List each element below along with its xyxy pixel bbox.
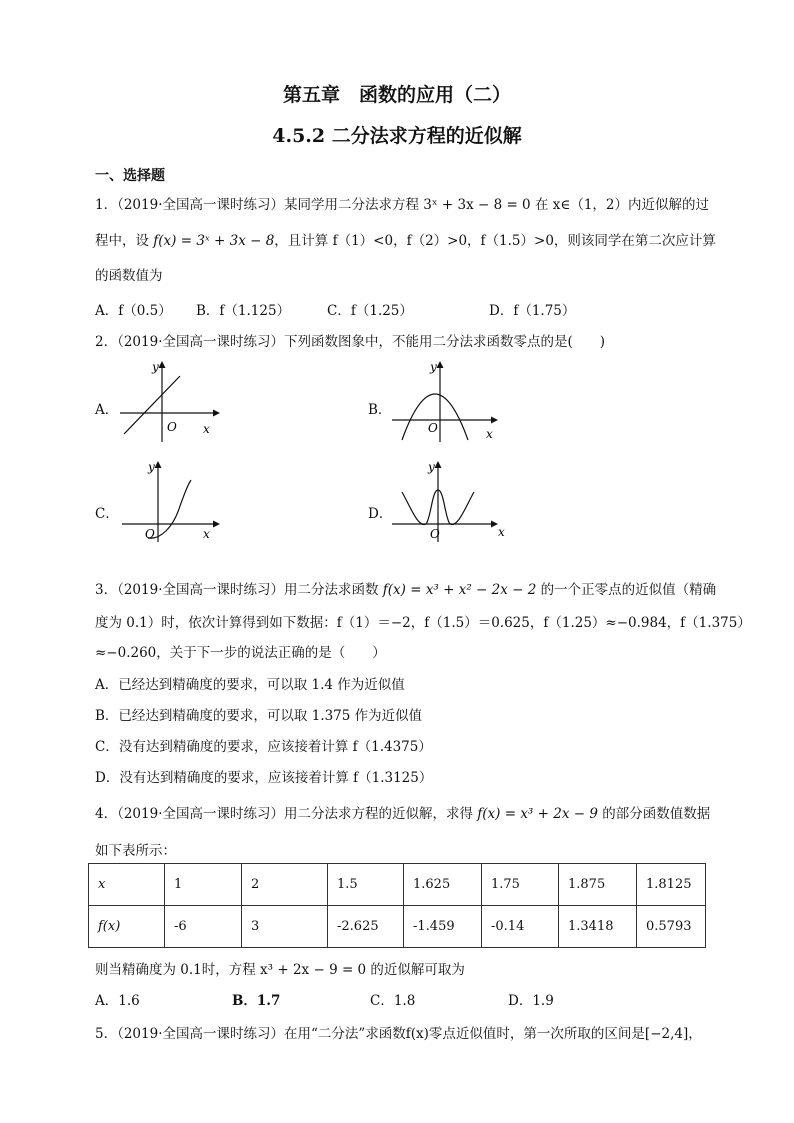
q4-option-a[interactable]: A．1.6 [95, 993, 140, 1009]
q4-line2: 如下表所示： [95, 843, 176, 859]
table-cell: 1.875 [559, 864, 637, 906]
q3-formula: f(x) = x³ + x² − 2x − 2 [382, 582, 537, 598]
graph-c [118, 458, 228, 543]
graph-d [388, 458, 528, 543]
section-heading: 一、选择题 [95, 168, 165, 184]
graph-a-x-label: x [203, 422, 210, 436]
q3-option-b[interactable]: B．已经达到精确度的要求，可以取 1.375 作为近似值 [95, 708, 423, 724]
graph-b-origin-label: O [428, 421, 438, 435]
table-cell: 1 [165, 864, 242, 906]
q1-line3: 的函数值为 [95, 268, 163, 284]
table-cell: 3 [242, 906, 328, 948]
graph-c-origin-label: O [145, 527, 155, 541]
q1-formula: f(x) = 3ˣ + 3x − 8 [153, 233, 275, 249]
q2-option-d[interactable]: D． [368, 506, 393, 522]
q3-option-c[interactable]: C．没有达到精确度的要求，应该接着计算 f（1.4375） [95, 739, 432, 755]
q4-option-b[interactable]: B．1.7 [232, 993, 281, 1009]
q2-option-c[interactable]: C． [95, 506, 119, 522]
q1-option-d[interactable]: D．f（1.75） [489, 303, 576, 319]
graph-c-x-label: x [203, 527, 210, 541]
graph-d-origin-label: O [430, 527, 440, 541]
graph-b-x-label: x [486, 427, 493, 441]
graph-d-x-label: x [498, 525, 505, 539]
q1-line2-b: ，且计算 f（1）<0，f（2）>0，f（1.5）>0，则该同学在第二次应计算 [274, 233, 716, 249]
table-row [89, 906, 706, 948]
table-row [89, 864, 706, 906]
q3-line1 [95, 578, 716, 598]
q2-stem: 2．（2019·全国高一课时练习）下列函数图象中，不能用二分法求函数零点的是( ) [95, 334, 606, 350]
q3-option-a[interactable]: A．已经达到精确度的要求，可以取 1.4 作为近似值 [95, 677, 405, 693]
q2-option-a[interactable]: A． [95, 402, 119, 418]
q1-option-c[interactable]: C．f（1.25） [327, 303, 413, 319]
q1-option-a[interactable]: A．f（0.5） [95, 303, 172, 319]
table-cell: -6 [165, 906, 242, 948]
table-cell: 1.3418 [559, 906, 637, 948]
graph-d-y-label: y [428, 460, 435, 474]
table-cell: -2.625 [328, 906, 404, 948]
graph-b-y-label: y [430, 360, 437, 374]
table-cell: 1.75 [482, 864, 559, 906]
q4-option-d[interactable]: D．1.9 [508, 993, 554, 1009]
graph-a-y-label: y [152, 360, 159, 374]
q2-option-b[interactable]: B． [368, 402, 392, 418]
graph-a-origin-label: O [167, 420, 177, 434]
table-cell: 1.625 [404, 864, 482, 906]
lesson-title: 4.5.2 二分法求方程的近似解 [272, 125, 522, 147]
table-cell: 0.5793 [637, 906, 706, 948]
graph-b [388, 358, 528, 443]
q4-line1-a: 4．（2019·全国高一课时练习）用二分法求方程的近似解，求得 [95, 806, 478, 822]
table-cell: 1.5 [328, 864, 404, 906]
q3-line1-b: 的一个正零点的近似值（精确 [536, 582, 717, 598]
table-cell: f(x) [89, 906, 165, 948]
q1-line2 [95, 229, 716, 249]
q4-line1 [95, 802, 710, 822]
graph-a [118, 358, 228, 443]
q5-line1: 5．（2019·全国高一课时练习）在用“二分法”求函数f(x)零点近似值时，第一次所取的区间是[−2,4]， [95, 1026, 702, 1042]
table-cell: 2 [242, 864, 328, 906]
table-cell: -1.459 [404, 906, 482, 948]
q4-line1-b: 的部分函数值数据 [597, 806, 711, 822]
q3-option-d[interactable]: D．没有达到精确度的要求，应该接着计算 f（1.3125） [95, 770, 433, 786]
q4-option-c[interactable]: C．1.8 [370, 993, 416, 1009]
table-cell: -0.14 [482, 906, 559, 948]
graph-c-y-label: y [148, 460, 155, 474]
q1-line2-a: 程中，设 [95, 233, 154, 249]
q4-value-table [88, 863, 706, 948]
q4-formula: f(x) = x³ + 2x − 9 [477, 806, 598, 822]
q4-after: 则当精确度为 0.1时，方程 x³ + 2x − 9 = 0 的近似解可取为 [95, 962, 465, 978]
q1-line1: 1．（2019·全国高一课时练习）某同学用二分法求方程 3ˣ + 3x − 8 = 0 在 x∈（1，2）内近似解的过 [95, 197, 710, 213]
q3-line2: 度为 0.1）时，依次计算得到如下数据：f（1）＝−2，f（1.5）＝0.625，f（1.25）≈−0.984，f（1.375） [95, 615, 751, 631]
table-cell: 1.8125 [637, 864, 706, 906]
table-cell: x [89, 864, 165, 906]
q3-line3: ≈−0.260，关于下一步的说法正确的是（ ） [95, 645, 386, 661]
chapter-title: 第五章 函数的应用（二） [282, 84, 511, 106]
q1-option-b[interactable]: B．f（1.125） [196, 303, 291, 319]
q3-line1-a: 3．（2019·全国高一课时练习）用二分法求函数 [95, 582, 383, 598]
